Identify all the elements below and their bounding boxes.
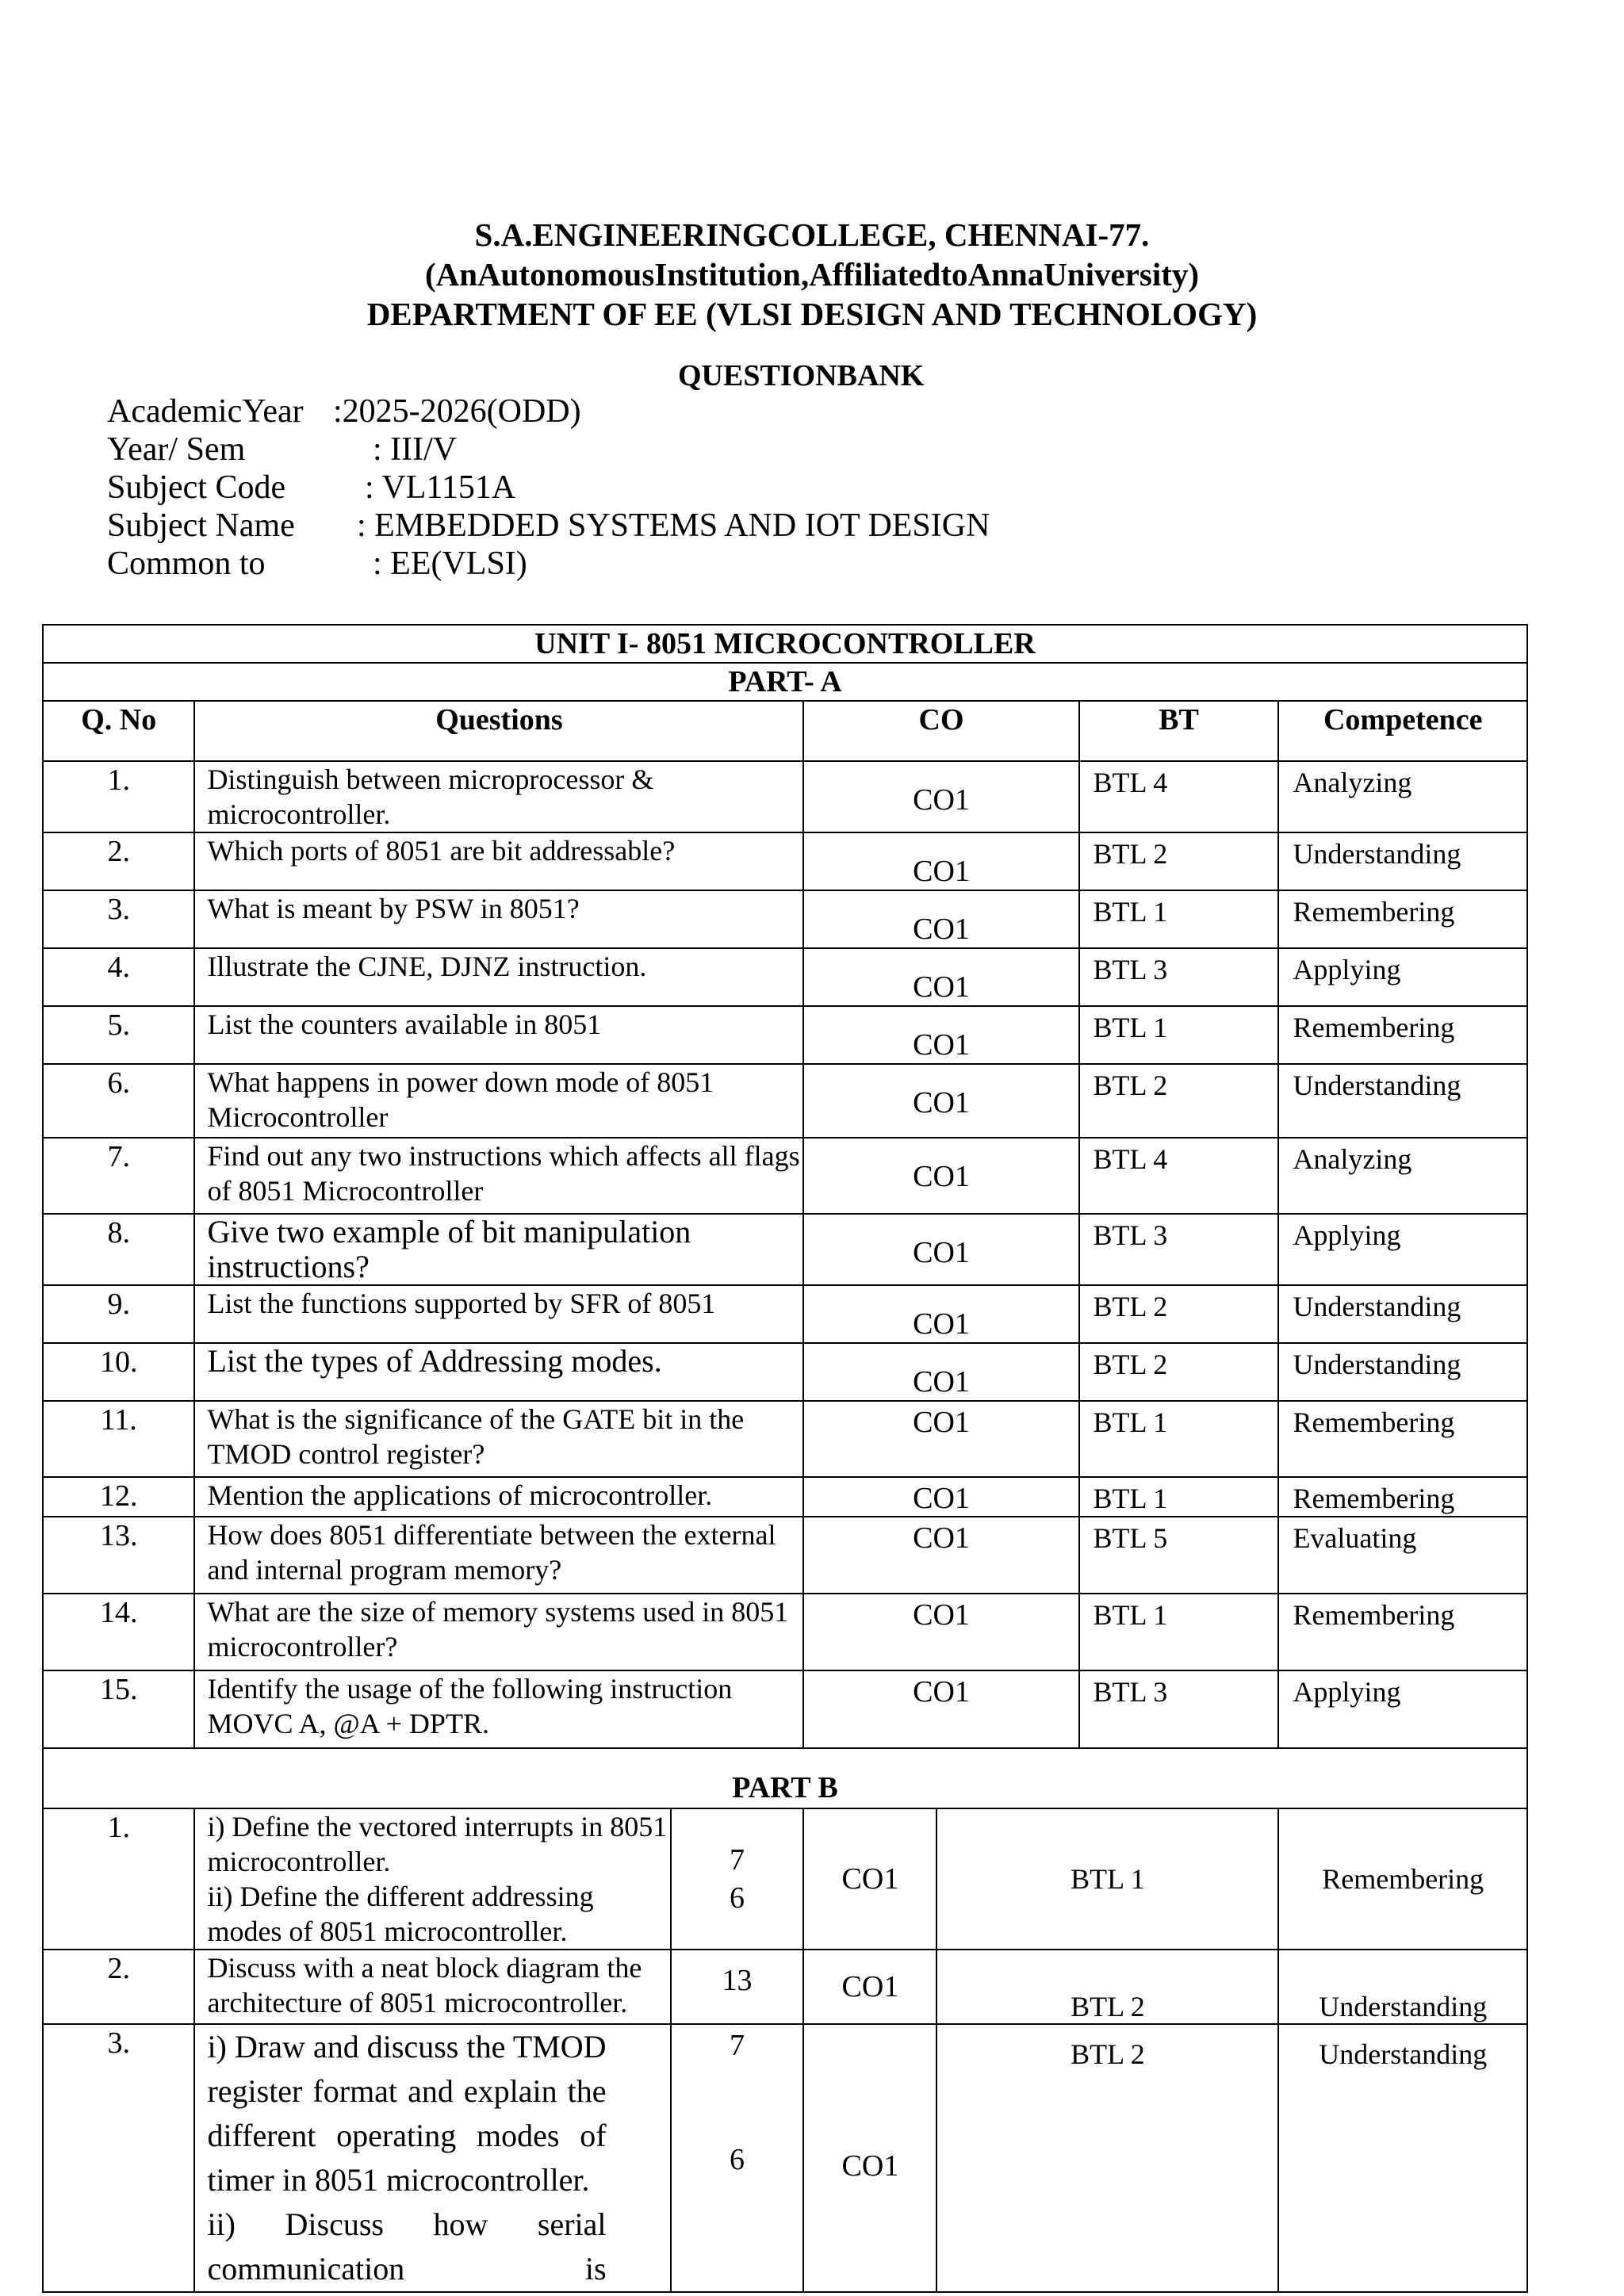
question-part-1: i) Define the vectored interrupts in 8051 microcontroller. (207, 1811, 668, 1877)
question-bt: BTL 1 (1079, 1006, 1279, 1064)
table-row (43, 1401, 1527, 1477)
question-bt: BTL 4 (1079, 1138, 1279, 1214)
question-bt: BTL 3 (1079, 1670, 1279, 1748)
marks-1: 7 (730, 1843, 745, 1877)
question-number: 11. (43, 1401, 194, 1477)
question-co: CO1 (803, 832, 1078, 890)
question-co: CO1 (803, 1064, 1078, 1138)
question-number: 9. (43, 1285, 194, 1343)
question-number: 7. (43, 1138, 194, 1214)
question-text: Illustrate the CJNE, DJNZ instruction. (194, 948, 803, 1006)
question-competence: Remembering (1278, 1594, 1527, 1670)
question-marks (671, 2024, 804, 2292)
question-competence: Understanding (1278, 832, 1527, 890)
marks-1: 7 (730, 2029, 745, 2062)
question-number: 1. (43, 761, 194, 832)
question-co: CO1 (803, 1477, 1078, 1517)
question-bt: BTL 2 (1079, 1285, 1279, 1343)
table-row (43, 832, 1527, 890)
question-text: List the functions supported by SFR of 8051 (194, 1285, 803, 1343)
question-number: 3. (43, 2024, 194, 2292)
question-number: 8. (43, 1214, 194, 1285)
question-co: CO1 (803, 1006, 1078, 1064)
table-row (43, 2024, 1527, 2292)
table-row (43, 1006, 1527, 1064)
question-marks: 13 (671, 1950, 804, 2024)
question-text: Mention the applications of microcontroller. (194, 1477, 803, 1517)
meta-value: :2025-2026(ODD) (333, 393, 581, 430)
meta-value: : EE(VLSI) (373, 545, 527, 582)
question-number: 13. (43, 1517, 194, 1594)
table-row (43, 1950, 1527, 2024)
question-part-2: ii) Define the different addressing modes of 8051 microcontroller. (207, 1881, 594, 1947)
question-competence: Remembering (1278, 1006, 1527, 1064)
question-number: 6. (43, 1064, 194, 1138)
question-number: 12. (43, 1477, 194, 1517)
col-header-bt: BT (1079, 701, 1279, 761)
question-co: CO1 (803, 1517, 1078, 1594)
marks-2: 6 (730, 2143, 745, 2176)
table-row (43, 1477, 1527, 1517)
question-competence: Analyzing (1278, 761, 1527, 832)
question-number: 2. (43, 1950, 194, 2024)
question-competence: Applying (1278, 1214, 1527, 1285)
question-bt: BTL 1 (1079, 890, 1279, 948)
question-marks (671, 1808, 804, 1950)
document-title: QUESTIONBANK (678, 359, 925, 392)
question-competence: Analyzing (1278, 1138, 1527, 1214)
question-number: 1. (43, 1808, 194, 1950)
table-row (43, 948, 1527, 1006)
question-bt: BTL 1 (1079, 1594, 1279, 1670)
question-text: Discuss with a neat block diagram the architecture of 8051 microcontroller. (194, 1950, 670, 2024)
question-number: 15. (43, 1670, 194, 1748)
question-number: 10. (43, 1343, 194, 1401)
course-meta (107, 392, 990, 583)
meta-label: Subject Code (107, 469, 286, 506)
question-bt: BTL 2 (936, 2024, 1278, 2292)
question-co: CO1 (803, 1808, 936, 1950)
question-co: CO1 (803, 1343, 1078, 1401)
table-row (43, 1285, 1527, 1343)
question-bt: BTL 1 (1079, 1401, 1279, 1477)
table-row (43, 1517, 1527, 1594)
question-bt: BTL 3 (1079, 1214, 1279, 1285)
question-bt: BTL 2 (1079, 832, 1279, 890)
question-competence: Applying (1278, 948, 1527, 1006)
question-text: Distinguish between microprocessor & microcontroller. (194, 761, 803, 832)
table-row (43, 1064, 1527, 1138)
question-text: Give two example of bit manipulation instructions? (194, 1214, 803, 1285)
unit-title: UNIT I- 8051 MICROCONTROLLER (43, 625, 1527, 663)
question-bt: BTL 1 (936, 1808, 1278, 1950)
question-number: 2. (43, 832, 194, 890)
question-text: What are the size of memory systems used in 8051 microcontroller? (194, 1594, 803, 1670)
question-competence: Remembering (1278, 1401, 1527, 1477)
question-text: List the counters available in 8051 (194, 1006, 803, 1064)
question-number: 4. (43, 948, 194, 1006)
part-b-title: PART B (43, 1748, 1527, 1808)
department-name: DEPARTMENT OF EE (VLSI DESIGN AND TECHNOLOGY) (366, 296, 1258, 332)
question-competence: Applying (1278, 1670, 1527, 1748)
question-text: Identify the usage of the following instruction MOVC A, @A + DPTR. (194, 1670, 803, 1748)
col-header-competence: Competence (1278, 701, 1527, 761)
meta-label: Common to (107, 545, 266, 582)
part-a-title: PART- A (43, 663, 1527, 701)
question-text (194, 2024, 670, 2292)
question-co: CO1 (803, 2024, 936, 2292)
meta-value: : VL1151A (365, 469, 516, 506)
question-competence: Remembering (1278, 890, 1527, 948)
question-number: 14. (43, 1594, 194, 1670)
question-text: List the types of Addressing modes. (194, 1343, 803, 1401)
table-row (43, 761, 1527, 832)
question-bt: BTL 1 (1079, 1477, 1279, 1517)
question-co: CO1 (803, 761, 1078, 832)
marks-2: 6 (730, 1881, 745, 1915)
question-competence: Remembering (1278, 1477, 1527, 1517)
table-row (43, 1670, 1527, 1748)
meta-label: Subject Name (107, 507, 295, 544)
table-row (43, 1138, 1527, 1214)
question-co: CO1 (803, 948, 1078, 1006)
question-competence: Understanding (1278, 2024, 1527, 2292)
table-row (43, 1343, 1527, 1401)
question-text: How does 8051 differentiate between the external and internal program memory? (194, 1517, 803, 1594)
question-bt: BTL 4 (1079, 761, 1279, 832)
table-row (43, 1808, 1527, 1950)
question-bt: BTL 2 (1079, 1343, 1279, 1401)
question-co: CO1 (803, 1950, 936, 2024)
question-part-1: i) Draw and discuss the TMOD register format and explain the different operating modes of timer in 8051 microcontroller. (207, 2029, 607, 2198)
question-text: What is meant by PSW in 8051? (194, 890, 803, 948)
question-co: CO1 (803, 1285, 1078, 1343)
question-competence: Understanding (1278, 1064, 1527, 1138)
question-co: CO1 (803, 1138, 1078, 1214)
question-bt: BTL 5 (1079, 1517, 1279, 1594)
col-header-co: CO (803, 701, 1078, 761)
question-table (42, 624, 1528, 2293)
question-competence: Remembering (1278, 1808, 1527, 1950)
question-bt: BTL 3 (1079, 948, 1279, 1006)
question-text: Which ports of 8051 are bit addressable? (194, 832, 803, 890)
question-bt: BTL 2 (1079, 1064, 1279, 1138)
question-competence: Understanding (1278, 1285, 1527, 1343)
question-competence: Understanding (1278, 1950, 1527, 2024)
question-text: What happens in power down mode of 8051 Microcontroller (194, 1064, 803, 1138)
question-co: CO1 (803, 1401, 1078, 1477)
table-row (43, 1214, 1527, 1285)
college-name: S.A.ENGINEERINGCOLLEGE, CHENNAI-77. (474, 216, 1150, 253)
col-header-questions: Questions (194, 701, 803, 761)
question-competence: Understanding (1278, 1343, 1527, 1401)
question-text: Find out any two instructions which affects all flags of 8051 Microcontroller (194, 1138, 803, 1214)
question-co: CO1 (803, 1214, 1078, 1285)
meta-value: : III/V (373, 431, 458, 468)
question-bt: BTL 2 (936, 1950, 1278, 2024)
question-competence: Evaluating (1278, 1517, 1527, 1594)
meta-value: : EMBEDDED SYSTEMS AND IOT DESIGN (357, 507, 990, 544)
question-number: 3. (43, 890, 194, 948)
table-row (43, 890, 1527, 948)
question-co: CO1 (803, 890, 1078, 948)
col-header-qno: Q. No (43, 701, 194, 761)
question-text: What is the significance of the GATE bit in the TMOD control register? (194, 1401, 803, 1477)
question-number: 5. (43, 1006, 194, 1064)
meta-label: AcademicYear (107, 393, 304, 430)
institution-line: (AnAutonomousInstitution,AffiliatedtoAnnaUniversity) (424, 256, 1200, 293)
question-text (194, 1808, 670, 1950)
table-row (43, 1594, 1527, 1670)
question-co: CO1 (803, 1594, 1078, 1670)
question-part-2: ii) Discuss how serial communication is (207, 2206, 607, 2286)
meta-label: Year/ Sem (107, 431, 246, 468)
question-co: CO1 (803, 1670, 1078, 1748)
